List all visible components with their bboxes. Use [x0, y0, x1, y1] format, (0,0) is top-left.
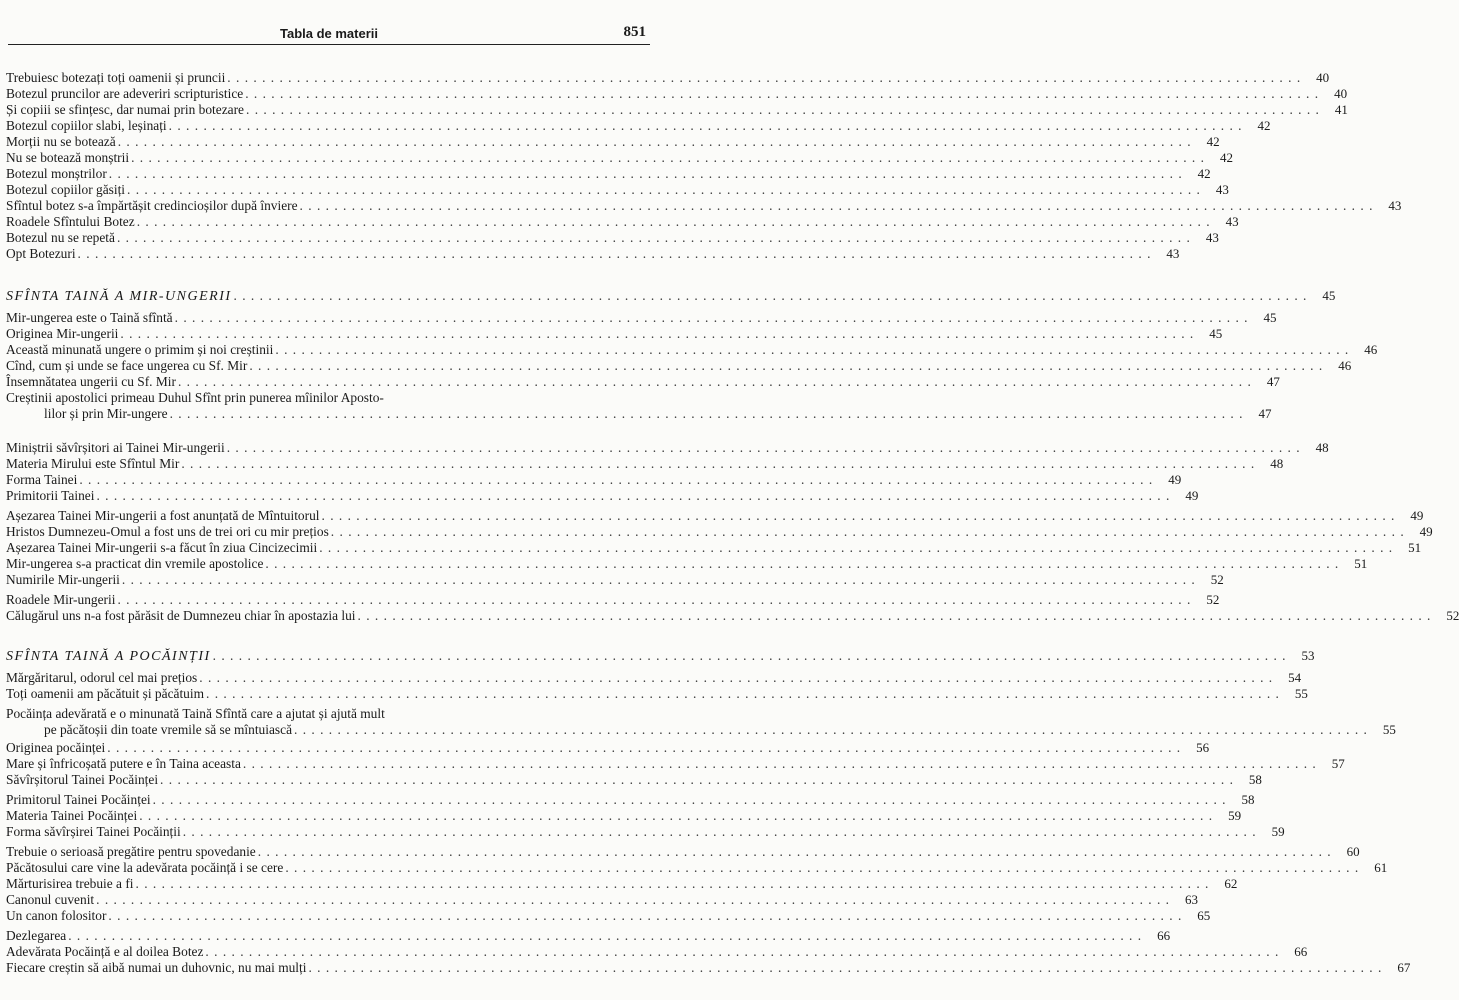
toc-entry [6, 592, 1220, 608]
toc-entry [6, 456, 1284, 472]
toc-entry-page: 46 [1364, 342, 1378, 357]
toc-entry-page: 45 [1322, 288, 1336, 303]
toc-entry-text: Numirile Mir-ungerii [6, 572, 120, 587]
toc-entry-page: 55 [1382, 721, 1396, 737]
toc-entry [6, 572, 1224, 588]
toc-entry-text: Forma săvîrșirei Tainei Pocăinții [6, 824, 181, 839]
toc-entry-page: 54 [1288, 670, 1302, 685]
toc-entry [6, 892, 1199, 908]
toc-entry-page: 43 [1215, 182, 1229, 197]
toc-entry-page: 46 [1338, 358, 1352, 373]
dot-leader [106, 908, 1184, 924]
toc-entry-text: Călugărul uns n-a fost părăsit de Dumnezeu chiar în apostazia lui [6, 608, 356, 623]
toc-entry-page: 59 [1271, 824, 1285, 839]
toc-entry [6, 118, 1271, 134]
toc-entry-text: Forma Tainei [6, 472, 78, 487]
toc-entry-text: Toți oamenii am păcătuit și păcătuim [6, 686, 205, 701]
toc-entry [6, 310, 1277, 326]
toc-entry-page: 43 [1388, 198, 1402, 213]
dot-leader [283, 860, 1361, 876]
toc-entry-text-line2: lilor și prin Mir-ungere [44, 405, 168, 421]
toc-entry-text: Hristos Dumnezeu-Omul a fost uns de trei ori cu mir prețios [6, 524, 329, 539]
toc-entry [6, 876, 1238, 892]
toc-entry [6, 86, 1348, 102]
toc-entry [6, 230, 1219, 246]
toc-entry [6, 740, 1210, 756]
page-header [8, 24, 650, 44]
toc-entry [6, 540, 1422, 556]
page-number: 851 [623, 24, 646, 40]
dot-leader [356, 608, 1434, 624]
toc-entry-page: 41 [1334, 102, 1348, 117]
toc-entry-page: 52 [1210, 572, 1224, 587]
toc-entry-page: 63 [1185, 892, 1199, 907]
toc-entry-text: Mărturisirea trebuie a fi [6, 876, 134, 891]
toc-entry [6, 524, 1433, 540]
toc-entry-page: 42 [1206, 134, 1220, 149]
toc-entry-page: 48 [1270, 456, 1284, 471]
toc-entry-page: 40 [1334, 86, 1348, 101]
toc-entry-text: Așezarea Tainei Mir-ungerii a fost anunțată de Mîntuitorul [6, 508, 320, 523]
toc-entry [6, 166, 1211, 182]
toc-entry-page: 49 [1185, 488, 1199, 503]
dot-leader [125, 182, 1203, 198]
toc-entry-text: Mare și înfricoșată putere e în Taina aceasta [6, 756, 241, 771]
dot-leader [129, 150, 1207, 166]
toc-entry-page: 57 [1331, 756, 1345, 771]
toc-entry [6, 824, 1285, 840]
toc-entry-text-line2: pe păcătoșii din toate vremile să se mîntuiască [44, 721, 293, 737]
section-title: SFÎNTA TAINĂ A POCĂINȚII [6, 649, 211, 664]
dot-leader [320, 508, 1398, 524]
toc-entry-text-line1: Pocăința adevărată e o minunată Taină Sfîntă care a ajutat și ajută mult [6, 706, 385, 721]
dot-leader [317, 540, 1395, 556]
dot-leader [273, 342, 1351, 358]
toc-entry-text: Opt Botezuri [6, 246, 76, 261]
toc-entry-text: Originea Mir-ungerii [6, 326, 119, 341]
toc-entry-text: Botezul nu se repetă [6, 230, 115, 245]
dot-leader [211, 648, 1289, 664]
dot-leader [179, 456, 1257, 472]
toc-entry [6, 488, 1199, 504]
toc-entry-page: 47 [1266, 374, 1280, 389]
toc-entry-text: Botezul pruncilor are adeveriri scripturistice [6, 86, 244, 101]
toc-entry [6, 326, 1223, 342]
toc-entry-page: 42 [1197, 166, 1211, 181]
toc-entry-page: 42 [1219, 150, 1233, 165]
toc-entry [6, 472, 1182, 488]
toc-entry-page: 60 [1346, 844, 1360, 859]
toc-entry [6, 686, 1308, 702]
toc-entry [6, 960, 1411, 976]
toc-entry [6, 70, 1330, 86]
toc-entry-text: Trebuie o serioasă pregătire pentru spovedanie [6, 844, 256, 859]
toc-entry-page: 65 [1197, 908, 1211, 923]
toc-entry-text: Și copiii se sfințesc, dar numai prin botezare [6, 102, 244, 117]
toc-entry-page: 52 [1446, 608, 1459, 623]
toc-entry-page: 66 [1294, 944, 1308, 959]
toc-entry-text: Botezul copiilor găsiți [6, 182, 126, 197]
dot-leader [241, 756, 1319, 772]
toc-entry-text: Roadele Sfîntului Botez [6, 214, 135, 229]
toc-entry-page: 40 [1316, 70, 1330, 85]
dot-leader [167, 118, 1245, 134]
toc-entry [6, 374, 1280, 390]
dot-leader [173, 310, 1251, 326]
toc-entry-text: Săvîrșitorul Tainei Pocăinței [6, 772, 159, 787]
toc-entry [6, 390, 1272, 421]
toc-entry [6, 246, 1180, 262]
toc-entry-text: Roadele Mir-ungerii [6, 592, 116, 607]
toc-entry [6, 214, 1239, 230]
toc-entry-page: 58 [1241, 792, 1255, 807]
dot-leader [105, 740, 1183, 756]
toc-entry-page: 56 [1196, 740, 1210, 755]
toc-entry-page: 66 [1157, 928, 1171, 943]
toc-entry-text: Botezul monștrilor [6, 166, 107, 181]
dot-leader [107, 166, 1185, 182]
dot-leader [115, 230, 1193, 246]
toc-entry [6, 440, 1329, 456]
toc-entry-page: 43 [1166, 246, 1180, 261]
toc-entry [6, 944, 1308, 960]
toc-entry-page: 42 [1257, 118, 1271, 133]
toc-entry-page: 49 [1410, 508, 1424, 523]
dot-leader [244, 102, 1322, 118]
dot-leader [225, 70, 1303, 86]
toc-entry-text: Canonul cuvenit [6, 892, 95, 907]
toc-entry [6, 556, 1368, 572]
section-heading [6, 648, 1315, 664]
dot-leader [168, 406, 1246, 422]
toc-entry-text: Dezlegarea [6, 928, 67, 943]
toc-entry-text: Mir-ungerea s-a practicat din vremile apostolice [6, 556, 264, 571]
section-heading [6, 288, 1336, 304]
dot-leader [135, 214, 1213, 230]
toc-entry-page: 49 [1168, 472, 1182, 487]
toc-entry-text: Primitorul Tainei Pocăinței [6, 792, 151, 807]
toc-entry [6, 508, 1424, 524]
dot-leader [181, 824, 1259, 840]
toc-entry-text: Fiecare creștin să aibă numai un duhovnic, nu mai mulți [6, 960, 307, 975]
toc-entry [6, 608, 1459, 624]
toc-entry-text: Această minunată ungere o primim și noi creștinii [6, 342, 274, 357]
toc-entry-text-line1: Creștinii apostolici primeau Duhul Sfînt prin punerea mîinilor Aposto- [6, 390, 384, 405]
dot-leader [134, 876, 1212, 892]
toc-entry [6, 860, 1388, 876]
toc-entry-text: Așezarea Tainei Mir-ungerii s-a făcut în ziua Cincizecimii [6, 540, 318, 555]
dot-leader [116, 134, 1194, 150]
dot-leader [204, 686, 1282, 702]
toc-entry [6, 772, 1262, 788]
toc-entry [6, 358, 1352, 374]
dot-leader [232, 288, 1310, 304]
toc-entry [6, 198, 1402, 214]
toc-entry-page: 43 [1225, 214, 1239, 229]
dot-leader [94, 488, 1172, 504]
toc-entry [6, 134, 1220, 150]
dot-leader [77, 472, 1155, 488]
toc-entry-page: 51 [1354, 556, 1368, 571]
dot-leader [263, 556, 1341, 572]
dot-leader [247, 358, 1325, 374]
toc-entry [6, 706, 1396, 737]
toc-entry-page: 53 [1301, 648, 1315, 663]
toc-entry [6, 150, 1233, 166]
toc-entry [6, 102, 1348, 118]
toc-entry-text: Morții nu se botează [6, 134, 116, 149]
dot-leader [115, 592, 1193, 608]
toc-entry-text: Mir-ungerea este o Taină sfîntă [6, 310, 173, 325]
toc-entry-page: 62 [1224, 876, 1238, 891]
toc-entry [6, 342, 1378, 358]
dot-leader [306, 960, 1384, 976]
dot-leader [203, 944, 1281, 960]
dot-leader [329, 524, 1407, 540]
toc-entry-text: Însemnătatea ungerii cu Sf. Mir [6, 374, 176, 389]
page-title: Tabla de materii [279, 26, 378, 41]
toc-entry-text: Primitorii Tainei [6, 488, 95, 503]
toc-entry-page: 67 [1397, 960, 1411, 975]
toc-entry-text: Adevărata Pocăință e al doilea Botez [6, 944, 204, 959]
dot-leader [66, 928, 1144, 944]
section-title: SFÎNTA TAINĂ A MIR-UNGERII [6, 289, 232, 304]
toc-entry [6, 844, 1360, 860]
dot-leader [158, 772, 1236, 788]
toc-entry-page: 59 [1228, 808, 1242, 823]
toc-entry-text: Botezul copiilor slabi, leșinați [6, 118, 167, 133]
toc-entry-text: Trebuiesc botezați toți oamenii și pruncii [6, 70, 226, 85]
dot-leader [243, 86, 1321, 102]
dot-leader [298, 198, 1376, 214]
toc-entry-text: Sfîntul botez s-a împărtășit credincioșilor după înviere [6, 198, 298, 213]
dot-leader [94, 892, 1172, 908]
toc-entry-page: 58 [1248, 772, 1262, 787]
toc-entry [6, 670, 1302, 686]
toc-entry-text: Materia Mirului este Sfîntul Mir [6, 456, 180, 471]
toc-entry [6, 908, 1211, 924]
toc-entry [6, 182, 1229, 198]
dot-leader [151, 792, 1229, 808]
toc-entry-page: 47 [1258, 405, 1272, 421]
toc-entry-page: 61 [1374, 860, 1388, 875]
toc-entry-page: 45 [1209, 326, 1223, 341]
dot-leader [176, 374, 1254, 390]
toc-entry-text: Cînd, cum și unde se face ungerea cu Sf. Mir [6, 358, 248, 373]
dot-leader [118, 326, 1196, 342]
toc-entry-page: 52 [1206, 592, 1220, 607]
toc-entry-page: 51 [1408, 540, 1422, 555]
toc-entry-text: Nu se botează monștrii [6, 150, 130, 165]
toc-entry [6, 756, 1345, 772]
toc-entry-text: Păcătosului care vine la adevărata pocăință i se cere [6, 860, 284, 875]
toc-entry-page: 49 [1419, 524, 1433, 539]
toc-entry [6, 808, 1242, 824]
toc-entry-text: Un canon folositor [6, 908, 107, 923]
toc-entry-text: Miniștrii săvîrșitori ai Tainei Mir-ungerii [6, 440, 225, 455]
dot-leader [137, 808, 1215, 824]
toc-entry-page: 48 [1315, 440, 1329, 455]
dot-leader [197, 670, 1275, 686]
dot-leader [120, 572, 1198, 588]
dot-leader [292, 722, 1370, 738]
dot-leader [225, 440, 1303, 456]
toc-entry-text: Mărgăritarul, odorul cel mai prețios [6, 670, 198, 685]
header-rule [8, 44, 650, 45]
toc-entry-text: Originea pocăinței [6, 740, 106, 755]
toc-entry-text: Materia Tainei Pocăinței [6, 808, 138, 823]
toc-entry-page: 45 [1263, 310, 1277, 325]
toc-entry-page: 55 [1294, 686, 1308, 701]
toc-entry [6, 792, 1255, 808]
dot-leader [256, 844, 1334, 860]
toc-entry-page: 43 [1205, 230, 1219, 245]
toc-entry [6, 928, 1171, 944]
dot-leader [76, 246, 1154, 262]
